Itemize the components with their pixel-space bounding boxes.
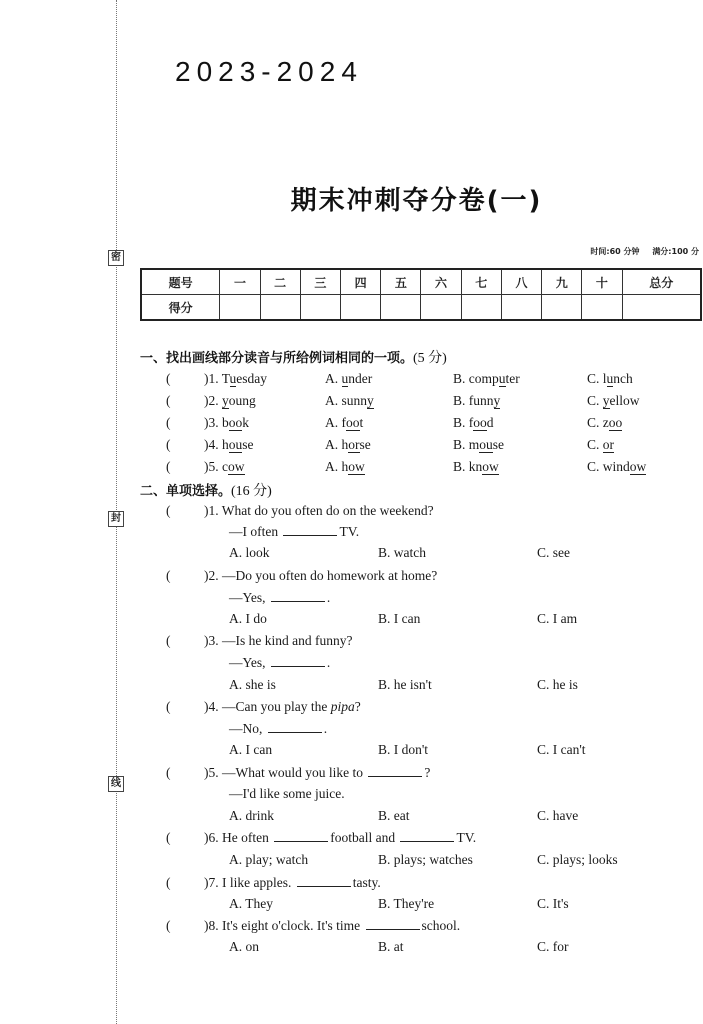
fill-blank[interactable]: [297, 873, 351, 887]
question-text: )6. He often football and TV.: [204, 830, 477, 845]
options-row: [0, 675, 703, 695]
underlined-letters: y: [222, 393, 229, 408]
option-a[interactable]: A. They: [229, 896, 273, 911]
option-b[interactable]: B. I can: [378, 611, 421, 626]
option-a[interactable]: A. play; watch: [229, 852, 309, 867]
full-score: 满分:100 分: [652, 247, 699, 256]
option-b: [453, 435, 504, 455]
question-row: [0, 391, 703, 411]
answer-bracket-open[interactable]: (: [166, 393, 171, 408]
page-title: 期末冲刺夺分卷(一): [290, 186, 543, 216]
option-c: [587, 457, 646, 477]
word-part: nder: [348, 371, 373, 386]
question-number: )4.: [204, 699, 219, 714]
underlined-letters: oo: [228, 415, 243, 430]
option-c: [587, 369, 633, 389]
question-row: [0, 566, 703, 586]
score-table-header-row: [141, 269, 701, 295]
underlined-letters: or: [348, 437, 360, 452]
option-b[interactable]: B. watch: [378, 545, 426, 560]
school-year: 2023-2024: [175, 56, 363, 87]
score-input-cell[interactable]: [582, 295, 622, 321]
word-part: funn: [468, 393, 494, 408]
score-table-cell: 题号: [141, 269, 220, 295]
option-letter: A.: [325, 459, 339, 474]
fill-blank[interactable]: [274, 828, 328, 842]
option-c[interactable]: C. I am: [537, 611, 578, 626]
score-input-cell[interactable]: [622, 295, 701, 321]
option-a[interactable]: A. drink: [229, 808, 274, 823]
score-input-cell[interactable]: [381, 295, 421, 321]
answer-bracket-open[interactable]: (: [166, 765, 171, 780]
answer-bracket-open[interactable]: (: [166, 918, 171, 933]
answer-text: —Yes, .: [229, 655, 331, 670]
option-c[interactable]: C. see: [537, 545, 570, 560]
question-row: [0, 369, 703, 389]
option-letter: A.: [325, 415, 339, 430]
score-table-cell: 八: [501, 269, 541, 295]
word-part: wind: [602, 459, 630, 474]
fill-blank[interactable]: [271, 653, 325, 667]
question-text: )3. —Is he kind and funny?: [204, 633, 353, 648]
question-number: )5.: [204, 765, 219, 780]
score-input-cell[interactable]: [260, 295, 300, 321]
option-letter: C.: [587, 371, 600, 386]
score-table-cell: 九: [542, 269, 582, 295]
underlined-letters: y: [367, 393, 374, 408]
options-row: [0, 850, 703, 870]
answer-line: [0, 588, 703, 608]
answer-text: —I often TV.: [229, 524, 360, 539]
options-row: [0, 937, 703, 957]
question-number: )3.: [204, 633, 219, 648]
question-number: )7.: [204, 875, 219, 890]
options-row: [0, 894, 703, 914]
score-table-cell: 一: [220, 269, 260, 295]
score-table-score-row: [141, 295, 701, 321]
question-row: [0, 763, 703, 783]
score-input-cell[interactable]: [421, 295, 461, 321]
italic-word: pipa: [330, 699, 355, 714]
fill-blank[interactable]: [271, 588, 325, 602]
options-row: [0, 806, 703, 826]
options-row: [0, 609, 703, 629]
option-letter: B.: [453, 437, 466, 452]
question-text: )1. What do you often do on the weekend?: [204, 503, 434, 518]
score-table-cell: 二: [260, 269, 300, 295]
underlined-letters: ow: [348, 459, 365, 474]
option-c: [587, 435, 614, 455]
fill-blank[interactable]: [368, 763, 422, 777]
question-number: )6.: [204, 830, 219, 845]
word-part: ellow: [609, 393, 640, 408]
question-text: )2. —Do you often do homework at home?: [204, 568, 438, 583]
underlined-letters: u: [341, 371, 349, 386]
question-text: )7. I like apples. tasty.: [204, 875, 381, 890]
answer-bracket-open[interactable]: (: [166, 415, 171, 430]
option-letter: C.: [587, 459, 600, 474]
option-letter: C.: [587, 393, 600, 408]
option-letter: B.: [453, 459, 466, 474]
option-letter: B.: [453, 393, 466, 408]
score-table-cell: 四: [341, 269, 381, 295]
option-a: [325, 413, 363, 433]
question-row: [0, 457, 703, 477]
underlined-letters: u: [498, 371, 506, 386]
word-part: f: [341, 415, 346, 430]
score-table-cell: 总分: [622, 269, 701, 295]
fill-blank[interactable]: [400, 828, 454, 842]
example-word: young: [222, 393, 256, 408]
option-b: [453, 391, 500, 411]
answer-bracket-open[interactable]: (: [166, 830, 171, 845]
underlined-letters: oo: [473, 415, 487, 430]
option-letter: B.: [453, 415, 466, 430]
answer-line: [0, 653, 703, 673]
question-row: [0, 413, 703, 433]
answer-bracket-open[interactable]: (: [166, 437, 171, 452]
option-c[interactable]: C. plays; looks: [537, 852, 618, 867]
options-row: [0, 543, 703, 563]
answer-bracket-open[interactable]: (: [166, 503, 171, 518]
section-1-title: 一、找出画线部分读音与所给例词相同的一项。: [140, 351, 414, 366]
answer-text: —No, .: [229, 721, 328, 736]
option-c[interactable]: C. he is: [537, 677, 578, 692]
seal-label-feng: 封: [108, 511, 124, 527]
word-part: se: [359, 437, 371, 452]
question-text: )8. It's eight o'clock. It's time school.: [204, 918, 461, 933]
score-input-cell[interactable]: [542, 295, 582, 321]
option-c: [587, 413, 622, 433]
example-word: cow: [222, 459, 245, 474]
question-row: [0, 435, 703, 455]
option-b[interactable]: B. plays; watches: [378, 852, 473, 867]
exam-meta: [580, 246, 699, 257]
option-c[interactable]: C. I can't: [537, 742, 586, 757]
option-a[interactable]: A. she is: [229, 677, 276, 692]
option-a[interactable]: A. on: [229, 939, 259, 954]
question-number: )1.: [204, 503, 219, 518]
score-input-cell[interactable]: [341, 295, 381, 321]
underlined-letters: ow: [629, 459, 647, 474]
fill-blank[interactable]: [366, 916, 420, 930]
word-part: kn: [468, 459, 483, 474]
question-text: )5. —What would you like to ?: [204, 765, 431, 780]
section-2-heading: [140, 480, 272, 500]
score-input-cell[interactable]: [461, 295, 501, 321]
score-input-cell[interactable]: [300, 295, 340, 321]
option-letter: B.: [453, 371, 466, 386]
question-number: )4. house: [204, 437, 254, 452]
word-part: h: [341, 459, 349, 474]
section-2-points: (16 分): [231, 484, 272, 499]
underlined-letters: y: [493, 393, 501, 408]
question-number: )2. young: [204, 393, 256, 408]
underlined-letters: y: [602, 393, 610, 408]
underlined-letters: ow: [482, 459, 499, 474]
answer-bracket-open[interactable]: (: [166, 699, 171, 714]
option-letter: C.: [587, 415, 600, 430]
option-a: [325, 435, 371, 455]
seal-label-xian: 线: [108, 776, 124, 792]
word-part: ter: [505, 371, 520, 386]
score-row-label: 得分: [141, 295, 220, 321]
answer-bracket-open[interactable]: (: [166, 633, 171, 648]
question-row: [0, 828, 703, 848]
word-part: d: [486, 415, 494, 430]
score-table-cell: 六: [421, 269, 461, 295]
score-input-cell[interactable]: [501, 295, 541, 321]
option-b[interactable]: B. eat: [378, 808, 410, 823]
question-row: [0, 501, 703, 521]
score-table-cell: 十: [582, 269, 622, 295]
answer-bracket-open[interactable]: (: [166, 459, 171, 474]
answer-bracket-open[interactable]: (: [166, 875, 171, 890]
answer-bracket-open[interactable]: (: [166, 568, 171, 583]
options-row: [0, 740, 703, 760]
option-a[interactable]: A. I do: [229, 611, 267, 626]
seal-label-mi: 密: [108, 250, 124, 266]
option-letter: A.: [325, 393, 339, 408]
word-part: comp: [468, 371, 499, 386]
word-part: nch: [613, 371, 633, 386]
option-b: [453, 413, 494, 433]
option-b[interactable]: B. They're: [378, 896, 435, 911]
section-2-title: 二、单项选择。: [140, 484, 232, 499]
option-a[interactable]: A. I can: [229, 742, 273, 757]
option-letter: A.: [325, 371, 339, 386]
underlined-letters: ou: [228, 437, 243, 452]
example-word: house: [222, 437, 254, 452]
option-a: [325, 369, 372, 389]
time-limit: 时间:60 分钟: [590, 247, 640, 256]
answer-line: [0, 522, 703, 542]
option-letter: C.: [587, 437, 600, 452]
score-input-cell[interactable]: [220, 295, 260, 321]
question-number: )8.: [204, 918, 219, 933]
question-number: )1. Tuesday: [204, 371, 268, 386]
underlined-letters: oo: [346, 415, 360, 430]
answer-line: [0, 784, 703, 804]
fill-blank[interactable]: [283, 522, 337, 536]
word-part: z: [602, 415, 609, 430]
word-part: h: [341, 437, 349, 452]
question-row: [0, 873, 703, 893]
question-text: )4. —Can you play the pipa?: [204, 699, 361, 714]
answer-text: —Yes, .: [229, 590, 331, 605]
option-b: [453, 369, 520, 389]
question-row: [0, 631, 703, 651]
question-row: [0, 916, 703, 936]
option-b: [453, 457, 499, 477]
section-1-points: (5 分): [413, 351, 447, 366]
option-c: [587, 391, 640, 411]
option-b[interactable]: B. he isn't: [378, 677, 432, 692]
fill-blank[interactable]: [268, 719, 322, 733]
example-word: book: [222, 415, 249, 430]
underlined-letters: ow: [228, 459, 245, 474]
word-part: f: [468, 415, 474, 430]
underlined-letters: u: [606, 371, 614, 386]
section-1-heading: [140, 347, 447, 367]
word-part: m: [468, 437, 480, 452]
question-row: [0, 697, 703, 717]
option-a: [325, 457, 365, 477]
answer-line: [0, 719, 703, 739]
answer-text: —I'd like some juice.: [229, 786, 345, 801]
option-c[interactable]: C. It's: [537, 896, 569, 911]
option-a[interactable]: A. look: [229, 545, 270, 560]
answer-bracket-open[interactable]: (: [166, 371, 171, 386]
word-part: t: [359, 415, 364, 430]
option-b[interactable]: B. at: [378, 939, 404, 954]
score-table: [140, 268, 702, 321]
question-number: )2.: [204, 568, 219, 583]
option-a: [325, 391, 374, 411]
option-c[interactable]: C. for: [537, 939, 569, 954]
question-number: )3. book: [204, 415, 249, 430]
score-table-cell: 三: [300, 269, 340, 295]
underlined-letters: u: [229, 371, 237, 386]
option-b[interactable]: B. I don't: [378, 742, 429, 757]
word-part: sunn: [341, 393, 368, 408]
underlined-letters: oo: [608, 415, 623, 430]
score-table-cell: 五: [381, 269, 421, 295]
option-c[interactable]: C. have: [537, 808, 579, 823]
underlined-letters: or: [602, 437, 615, 452]
question-number: )5. cow: [204, 459, 245, 474]
word-part: se: [492, 437, 505, 452]
example-word: Tuesday: [221, 371, 268, 386]
option-letter: A.: [325, 437, 339, 452]
underlined-letters: ou: [479, 437, 493, 452]
word-part: l: [602, 371, 607, 386]
score-table-cell: 七: [461, 269, 501, 295]
